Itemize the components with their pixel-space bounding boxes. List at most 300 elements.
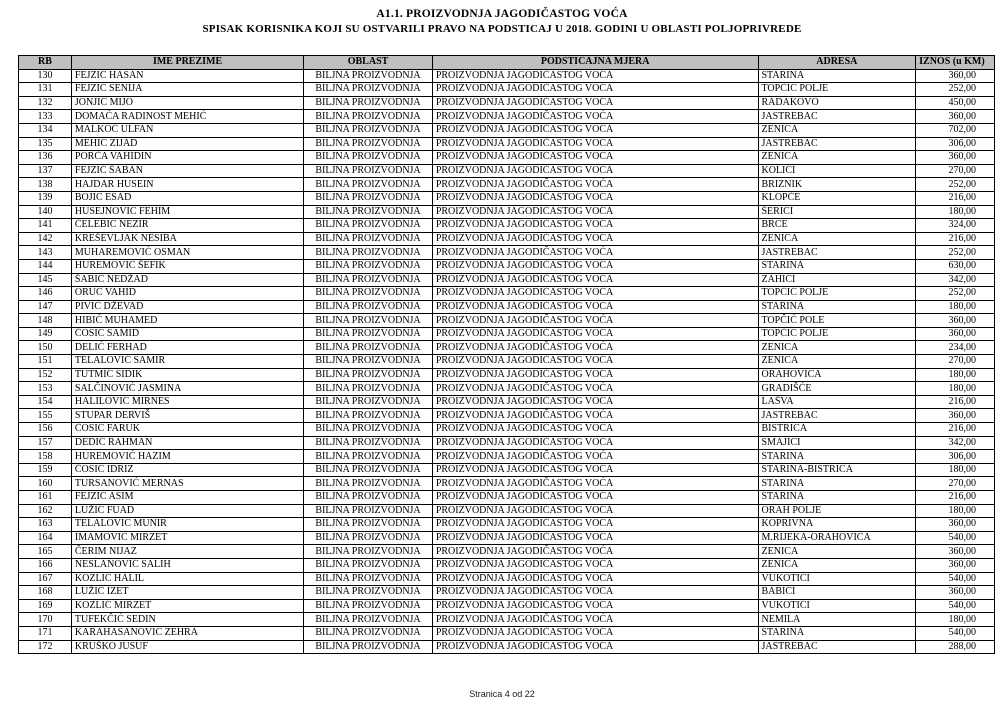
cell-iznos: 216,00: [916, 491, 995, 505]
table-row: [19, 314, 995, 328]
cell-name: PIVIĆ DŽEVAD: [71, 300, 303, 314]
cell-name: HUSEJNOVIĆ FEHIM: [71, 205, 303, 219]
cell-rb: 146: [19, 287, 72, 301]
cell-adresa: GRADIŠĆE: [758, 382, 916, 396]
cell-iznos: 216,00: [916, 191, 995, 205]
cell-name: ŠABIĆ NEDŽAD: [71, 273, 303, 287]
cell-iznos: 630,00: [916, 259, 995, 273]
cell-name: HAJDAR HUSEIN: [71, 178, 303, 192]
cell-rb: 142: [19, 232, 72, 246]
table-row: [19, 382, 995, 396]
table-row: [19, 477, 995, 491]
table-row: [19, 355, 995, 369]
cell-rb: 168: [19, 586, 72, 600]
cell-mjera: PROIZVODNJA JAGODIČASTOG VOĆA: [432, 423, 758, 437]
table-row: [19, 287, 995, 301]
cell-oblast: BILJNA PROIZVODNJA: [304, 164, 433, 178]
cell-rb: 136: [19, 151, 72, 165]
table-row: [19, 137, 995, 151]
cell-oblast: BILJNA PROIZVODNJA: [304, 599, 433, 613]
cell-adresa: STARINA: [758, 259, 916, 273]
cell-name: TUTMIĆ SIDIK: [71, 368, 303, 382]
cell-name: TELALOVIĆ MUNIR: [71, 518, 303, 532]
cell-adresa: STARINA: [758, 300, 916, 314]
table-row: [19, 96, 995, 110]
cell-name: TUFEKČIĆ SEDIN: [71, 613, 303, 627]
cell-rb: 140: [19, 205, 72, 219]
cell-iznos: 180,00: [916, 205, 995, 219]
cell-mjera: PROIZVODNJA JAGODIČASTOG VOĆA: [432, 123, 758, 137]
cell-oblast: BILJNA PROIZVODNJA: [304, 110, 433, 124]
table-row: [19, 69, 995, 83]
cell-adresa: RADAKOVO: [758, 96, 916, 110]
cell-iznos: 324,00: [916, 219, 995, 233]
cell-rb: 147: [19, 300, 72, 314]
cell-iznos: 540,00: [916, 572, 995, 586]
cell-adresa: ZENICA: [758, 123, 916, 137]
cell-oblast: BILJNA PROIZVODNJA: [304, 151, 433, 165]
cell-name: HALILOVIĆ MIRNES: [71, 395, 303, 409]
cell-iznos: 360,00: [916, 518, 995, 532]
cell-rb: 169: [19, 599, 72, 613]
cell-iznos: 360,00: [916, 586, 995, 600]
cell-adresa: TOPČIĆ POLJE: [758, 83, 916, 97]
cell-rb: 135: [19, 137, 72, 151]
cell-name: NESLANOVIĆ SALIH: [71, 558, 303, 572]
cell-oblast: BILJNA PROIZVODNJA: [304, 518, 433, 532]
cell-oblast: BILJNA PROIZVODNJA: [304, 191, 433, 205]
cell-adresa: BABIĆI: [758, 586, 916, 600]
cell-iznos: 180,00: [916, 300, 995, 314]
cell-mjera: PROIZVODNJA JAGODIČASTOG VOĆA: [432, 287, 758, 301]
cell-oblast: BILJNA PROIZVODNJA: [304, 572, 433, 586]
table-row: [19, 300, 995, 314]
cell-mjera: PROIZVODNJA JAGODIČASTOG VOĆA: [432, 246, 758, 260]
cell-adresa: NEMILA: [758, 613, 916, 627]
table-row: [19, 423, 995, 437]
cell-mjera: PROIZVODNJA JAGODIČASTOG VOĆA: [432, 137, 758, 151]
cell-adresa: LAŠVA: [758, 395, 916, 409]
cell-name: BOJIC ESAD: [71, 191, 303, 205]
cell-mjera: PROIZVODNJA JAGODIČASTOG VOĆA: [432, 259, 758, 273]
cell-name: DOMAĆA RADINOST MEHIĆ: [71, 110, 303, 124]
cell-iznos: 180,00: [916, 504, 995, 518]
cell-mjera: PROIZVODNJA JAGODIČASTOG VOĆA: [432, 273, 758, 287]
cell-rb: 145: [19, 273, 72, 287]
cell-adresa: STARINA: [758, 626, 916, 640]
cell-oblast: BILJNA PROIZVODNJA: [304, 273, 433, 287]
cell-name: TURSANOVIĆ MERNAS: [71, 477, 303, 491]
cell-name: DEDIĆ RAHMAN: [71, 436, 303, 450]
cell-rb: 156: [19, 423, 72, 437]
cell-rb: 133: [19, 110, 72, 124]
cell-mjera: PROIZVODNJA JAGODIČASTOG VOĆA: [432, 463, 758, 477]
table-row: [19, 463, 995, 477]
cell-rb: 154: [19, 395, 72, 409]
cell-adresa: ZENICA: [758, 545, 916, 559]
cell-adresa: BRIZNIK: [758, 178, 916, 192]
table-row: [19, 205, 995, 219]
table-header-row: [19, 56, 995, 70]
cell-oblast: BILJNA PROIZVODNJA: [304, 382, 433, 396]
cell-oblast: BILJNA PROIZVODNJA: [304, 409, 433, 423]
table-row: [19, 545, 995, 559]
cell-name: FEJZIĆ ASIM: [71, 491, 303, 505]
cell-rb: 134: [19, 123, 72, 137]
cell-oblast: BILJNA PROIZVODNJA: [304, 531, 433, 545]
cell-mjera: PROIZVODNJA JAGODIČASTOG VOĆA: [432, 395, 758, 409]
cell-adresa: BRCE: [758, 219, 916, 233]
table-row: [19, 518, 995, 532]
table-row: [19, 151, 995, 165]
cell-mjera: PROIZVODNJA JAGODIČASTOG VOĆA: [432, 69, 758, 83]
cell-iznos: 288,00: [916, 640, 995, 654]
cell-iznos: 360,00: [916, 327, 995, 341]
cell-rb: 155: [19, 409, 72, 423]
cell-adresa: VUKOTIĆI: [758, 572, 916, 586]
cell-name: MALKOČ ULFAN: [71, 123, 303, 137]
cell-oblast: BILJNA PROIZVODNJA: [304, 626, 433, 640]
cell-name: ČELEBIĆ NEZIR: [71, 219, 303, 233]
cell-adresa: STARINA-BISTRICA: [758, 463, 916, 477]
cell-adresa: ORAHOVICA: [758, 368, 916, 382]
cell-iznos: 180,00: [916, 368, 995, 382]
cell-iznos: 306,00: [916, 450, 995, 464]
cell-iznos: 360,00: [916, 151, 995, 165]
cell-rb: 157: [19, 436, 72, 450]
column-header-oblast: OBLAST: [304, 56, 433, 70]
cell-iznos: 180,00: [916, 382, 995, 396]
cell-name: STUPAR DERVIŠ: [71, 409, 303, 423]
cell-name: IMAMOVIĆ MIRZET: [71, 531, 303, 545]
cell-iznos: 360,00: [916, 545, 995, 559]
table-row: [19, 178, 995, 192]
cell-mjera: PROIZVODNJA JAGODIČASTOG VOĆA: [432, 586, 758, 600]
cell-rb: 166: [19, 558, 72, 572]
cell-adresa: KLOPČE: [758, 191, 916, 205]
cell-rb: 139: [19, 191, 72, 205]
cell-oblast: BILJNA PROIZVODNJA: [304, 83, 433, 97]
cell-oblast: BILJNA PROIZVODNJA: [304, 558, 433, 572]
cell-adresa: JASTREBAC: [758, 409, 916, 423]
cell-name: ORUĆ VAHID: [71, 287, 303, 301]
column-header-adresa: ADRESA: [758, 56, 916, 70]
cell-rb: 152: [19, 368, 72, 382]
table-header: [19, 56, 995, 70]
table-row: [19, 191, 995, 205]
table-row: [19, 123, 995, 137]
cell-name: KOZLIĆ HALIL: [71, 572, 303, 586]
cell-iznos: 360,00: [916, 110, 995, 124]
cell-rb: 163: [19, 518, 72, 532]
cell-mjera: PROIZVODNJA JAGODIČASTOG VOĆA: [432, 151, 758, 165]
cell-adresa: JASTREBAC: [758, 246, 916, 260]
page-title: A1.1. PROIZVODNJA JAGODIČASTOG VOĆA: [376, 8, 628, 20]
document-header: [0, 8, 1004, 35]
cell-oblast: BILJNA PROIZVODNJA: [304, 423, 433, 437]
cell-adresa: ZENICA: [758, 232, 916, 246]
cell-name: MEHIĆ ZIJAD: [71, 137, 303, 151]
cell-iznos: 540,00: [916, 599, 995, 613]
cell-name: HUREMOVIĆ HAZIM: [71, 450, 303, 464]
beneficiaries-table: [18, 55, 995, 654]
cell-iznos: 180,00: [916, 613, 995, 627]
cell-mjera: PROIZVODNJA JAGODIČASTOG VOĆA: [432, 368, 758, 382]
cell-iznos: 252,00: [916, 178, 995, 192]
cell-mjera: PROIZVODNJA JAGODIČASTOG VOĆA: [432, 613, 758, 627]
cell-name: TELALOVIĆ SAMIR: [71, 355, 303, 369]
cell-iznos: 306,00: [916, 137, 995, 151]
cell-mjera: PROIZVODNJA JAGODIČASTOG VOĆA: [432, 110, 758, 124]
cell-name: FEJZIĆ ŠABAN: [71, 164, 303, 178]
cell-mjera: PROIZVODNJA JAGODIČASTOG VOĆA: [432, 382, 758, 396]
cell-iznos: 360,00: [916, 409, 995, 423]
cell-mjera: PROIZVODNJA JAGODIČASTOG VOĆA: [432, 558, 758, 572]
cell-mjera: PROIZVODNJA JAGODIČASTOG VOĆA: [432, 626, 758, 640]
cell-mjera: PROIZVODNJA JAGODIČASTOG VOĆA: [432, 232, 758, 246]
cell-oblast: BILJNA PROIZVODNJA: [304, 259, 433, 273]
cell-oblast: BILJNA PROIZVODNJA: [304, 436, 433, 450]
cell-rb: 153: [19, 382, 72, 396]
cell-adresa: STARINA: [758, 491, 916, 505]
cell-rb: 161: [19, 491, 72, 505]
cell-rb: 151: [19, 355, 72, 369]
cell-rb: 164: [19, 531, 72, 545]
cell-oblast: BILJNA PROIZVODNJA: [304, 341, 433, 355]
cell-rb: 141: [19, 219, 72, 233]
column-header-mjera: PODSTICAJNA MJERA: [432, 56, 758, 70]
cell-name: KOZLIĆ MIRZET: [71, 599, 303, 613]
cell-oblast: BILJNA PROIZVODNJA: [304, 205, 433, 219]
cell-adresa: ŠERIĆI: [758, 205, 916, 219]
cell-mjera: PROIZVODNJA JAGODIČASTOG VOĆA: [432, 504, 758, 518]
cell-name: DELIĆ FERHAD: [71, 341, 303, 355]
cell-mjera: PROIZVODNJA JAGODIČASTOG VOĆA: [432, 219, 758, 233]
table-body: [19, 69, 995, 654]
cell-rb: 149: [19, 327, 72, 341]
cell-rb: 130: [19, 69, 72, 83]
cell-oblast: BILJNA PROIZVODNJA: [304, 477, 433, 491]
table-row: [19, 232, 995, 246]
table-row: [19, 368, 995, 382]
table-row: [19, 450, 995, 464]
table-row: [19, 626, 995, 640]
cell-adresa: KOPRIVNA: [758, 518, 916, 532]
cell-adresa: BISTRICA: [758, 423, 916, 437]
cell-iznos: 342,00: [916, 273, 995, 287]
cell-adresa: TOPČIĆ POLE: [758, 314, 916, 328]
cell-adresa: JASTREBAC: [758, 110, 916, 124]
table-row: [19, 436, 995, 450]
table-row: [19, 640, 995, 654]
cell-oblast: BILJNA PROIZVODNJA: [304, 287, 433, 301]
cell-adresa: STARINA: [758, 477, 916, 491]
table-row: [19, 491, 995, 505]
cell-adresa: JASTREBAC: [758, 137, 916, 151]
cell-rb: 159: [19, 463, 72, 477]
cell-name: ČOSIĆ FARUK: [71, 423, 303, 437]
table-row: [19, 395, 995, 409]
cell-rb: 138: [19, 178, 72, 192]
cell-rb: 144: [19, 259, 72, 273]
table-row: [19, 558, 995, 572]
cell-rb: 167: [19, 572, 72, 586]
cell-iznos: 216,00: [916, 395, 995, 409]
cell-oblast: BILJNA PROIZVODNJA: [304, 450, 433, 464]
cell-adresa: STARINA: [758, 450, 916, 464]
cell-mjera: PROIZVODNJA JAGODIČASTOG VOĆA: [432, 531, 758, 545]
cell-name: LUŽIĆ IZET: [71, 586, 303, 600]
cell-oblast: BILJNA PROIZVODNJA: [304, 491, 433, 505]
table-row: [19, 613, 995, 627]
cell-rb: 132: [19, 96, 72, 110]
cell-oblast: BILJNA PROIZVODNJA: [304, 545, 433, 559]
cell-oblast: BILJNA PROIZVODNJA: [304, 219, 433, 233]
cell-iznos: 360,00: [916, 314, 995, 328]
cell-name: ČOSIĆ SAMID: [71, 327, 303, 341]
cell-adresa: KOLIĆI: [758, 164, 916, 178]
cell-adresa: ORAH POLJE: [758, 504, 916, 518]
cell-oblast: BILJNA PROIZVODNJA: [304, 123, 433, 137]
table-row: [19, 504, 995, 518]
cell-name: FEJZIĆ HASAN: [71, 69, 303, 83]
cell-rb: 137: [19, 164, 72, 178]
cell-mjera: PROIZVODNJA JAGODIČASTOG VOĆA: [432, 355, 758, 369]
cell-rb: 131: [19, 83, 72, 97]
cell-adresa: TOPČIĆ POLJE: [758, 287, 916, 301]
column-header-rb: RB: [19, 56, 72, 70]
cell-adresa: ZAHIĆI: [758, 273, 916, 287]
table-row: [19, 219, 995, 233]
cell-mjera: PROIZVODNJA JAGODIČASTOG VOĆA: [432, 599, 758, 613]
cell-mjera: PROIZVODNJA JAGODIČASTOG VOĆA: [432, 96, 758, 110]
cell-mjera: PROIZVODNJA JAGODIČASTOG VOĆA: [432, 436, 758, 450]
cell-mjera: PROIZVODNJA JAGODIČASTOG VOĆA: [432, 491, 758, 505]
table-row: [19, 246, 995, 260]
cell-adresa: TOPČIĆ POLJE: [758, 327, 916, 341]
cell-oblast: BILJNA PROIZVODNJA: [304, 613, 433, 627]
cell-rb: 143: [19, 246, 72, 260]
cell-oblast: BILJNA PROIZVODNJA: [304, 137, 433, 151]
cell-mjera: PROIZVODNJA JAGODIČASTOG VOĆA: [432, 341, 758, 355]
cell-mjera: PROIZVODNJA JAGODIČASTOG VOĆA: [432, 518, 758, 532]
cell-adresa: ZENICA: [758, 355, 916, 369]
cell-iznos: 216,00: [916, 232, 995, 246]
cell-mjera: PROIZVODNJA JAGODIČASTOG VOĆA: [432, 205, 758, 219]
cell-iznos: 360,00: [916, 558, 995, 572]
cell-iznos: 702,00: [916, 123, 995, 137]
cell-iznos: 180,00: [916, 463, 995, 477]
cell-iznos: 252,00: [916, 83, 995, 97]
column-header-name: IME PREZIME: [71, 56, 303, 70]
cell-mjera: PROIZVODNJA JAGODIČASTOG VOĆA: [432, 450, 758, 464]
cell-rb: 165: [19, 545, 72, 559]
cell-rb: 171: [19, 626, 72, 640]
cell-adresa: STARINA: [758, 69, 916, 83]
table-row: [19, 599, 995, 613]
cell-oblast: BILJNA PROIZVODNJA: [304, 586, 433, 600]
cell-name: FEJZIĆ SENIJA: [71, 83, 303, 97]
cell-mjera: PROIZVODNJA JAGODIČASTOG VOĆA: [432, 327, 758, 341]
cell-mjera: PROIZVODNJA JAGODIČASTOG VOĆA: [432, 640, 758, 654]
cell-mjera: PROIZVODNJA JAGODIČASTOG VOĆA: [432, 477, 758, 491]
cell-iznos: 270,00: [916, 164, 995, 178]
cell-rb: 150: [19, 341, 72, 355]
cell-iznos: 216,00: [916, 423, 995, 437]
cell-oblast: BILJNA PROIZVODNJA: [304, 69, 433, 83]
table-row: [19, 572, 995, 586]
cell-adresa: JASTREBAC: [758, 640, 916, 654]
cell-rb: 170: [19, 613, 72, 627]
table-row: [19, 586, 995, 600]
cell-mjera: PROIZVODNJA JAGODIČASTOG VOĆA: [432, 314, 758, 328]
table-row: [19, 110, 995, 124]
cell-iznos: 252,00: [916, 246, 995, 260]
cell-iznos: 342,00: [916, 436, 995, 450]
cell-iznos: 540,00: [916, 531, 995, 545]
cell-mjera: PROIZVODNJA JAGODIČASTOG VOĆA: [432, 83, 758, 97]
cell-rb: 160: [19, 477, 72, 491]
cell-iznos: 234,00: [916, 341, 995, 355]
cell-iznos: 450,00: [916, 96, 995, 110]
cell-oblast: BILJNA PROIZVODNJA: [304, 504, 433, 518]
cell-oblast: BILJNA PROIZVODNJA: [304, 96, 433, 110]
cell-adresa: ZENICA: [758, 341, 916, 355]
cell-rb: 172: [19, 640, 72, 654]
cell-oblast: BILJNA PROIZVODNJA: [304, 232, 433, 246]
table-row: [19, 83, 995, 97]
table-row: [19, 327, 995, 341]
cell-oblast: BILJNA PROIZVODNJA: [304, 246, 433, 260]
cell-adresa: SMAJIĆI: [758, 436, 916, 450]
cell-oblast: BILJNA PROIZVODNJA: [304, 463, 433, 477]
cell-mjera: PROIZVODNJA JAGODIČASTOG VOĆA: [432, 191, 758, 205]
cell-adresa: ZENICA: [758, 558, 916, 572]
cell-oblast: BILJNA PROIZVODNJA: [304, 178, 433, 192]
cell-name: PORČA VAHIDIN: [71, 151, 303, 165]
cell-mjera: PROIZVODNJA JAGODIČASTOG VOĆA: [432, 545, 758, 559]
page-subtitle: SPISAK KORISNIKA KOJI SU OSTVARILI PRAVO NA PODSTICAJ U 2018. GODINI U OBLASTI POLJOPRIVREDE: [202, 23, 802, 35]
cell-adresa: M.RIJEKA-ORAHOVICA: [758, 531, 916, 545]
cell-name: ČOSIĆ IDRIZ: [71, 463, 303, 477]
cell-rb: 158: [19, 450, 72, 464]
cell-iznos: 270,00: [916, 355, 995, 369]
cell-name: KREŠEVLJAK NESIBA: [71, 232, 303, 246]
cell-oblast: BILJNA PROIZVODNJA: [304, 300, 433, 314]
table-row: [19, 409, 995, 423]
cell-mjera: PROIZVODNJA JAGODIČASTOG VOĆA: [432, 300, 758, 314]
cell-oblast: BILJNA PROIZVODNJA: [304, 640, 433, 654]
table-row: [19, 259, 995, 273]
cell-oblast: BILJNA PROIZVODNJA: [304, 327, 433, 341]
cell-oblast: BILJNA PROIZVODNJA: [304, 314, 433, 328]
cell-name: KRUŠKO JUSUF: [71, 640, 303, 654]
page-number: Stranica 4 od 22: [469, 689, 535, 699]
cell-mjera: PROIZVODNJA JAGODIČASTOG VOĆA: [432, 164, 758, 178]
table-row: [19, 341, 995, 355]
cell-iznos: 540,00: [916, 626, 995, 640]
cell-name: LUŽIĆ FUAD: [71, 504, 303, 518]
table-row: [19, 531, 995, 545]
cell-mjera: PROIZVODNJA JAGODIČASTOG VOĆA: [432, 409, 758, 423]
cell-oblast: BILJNA PROIZVODNJA: [304, 395, 433, 409]
cell-iznos: 270,00: [916, 477, 995, 491]
cell-name: MUHAREMOVIĆ OSMAN: [71, 246, 303, 260]
cell-name: KARAHASANOVIĆ ZEHRA: [71, 626, 303, 640]
cell-mjera: PROIZVODNJA JAGODIČASTOG VOĆA: [432, 178, 758, 192]
column-header-iznos: IZNOS (u KM): [916, 56, 995, 70]
table-row: [19, 273, 995, 287]
